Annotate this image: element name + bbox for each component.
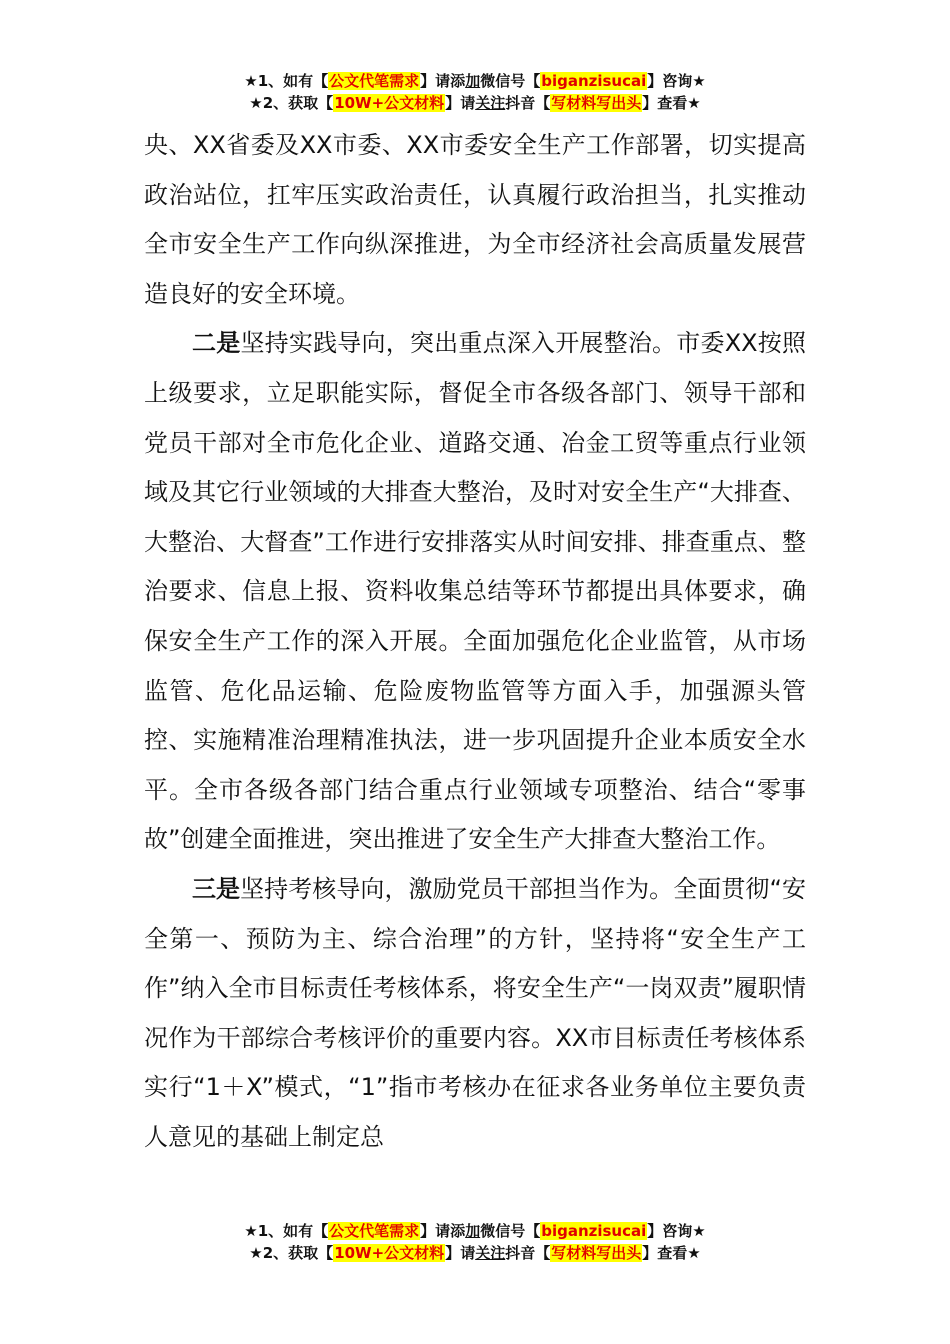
banner-text: 】咨询★ [647, 1222, 706, 1240]
paragraph-2 [144, 319, 806, 865]
banner-highlight: 写材料写出头 [551, 1244, 642, 1262]
banner-highlight: 公文代笔需求 [329, 1222, 420, 1240]
banner-underline: 加 [465, 72, 481, 90]
banner-line-1 [0, 1220, 950, 1242]
banner-text: 】查看★ [642, 1244, 701, 1262]
paragraph-1: 央、XX省委及XX市委、XX市委安全生产工作部署，切实提高政治站位，扛牢压实政治责任，认真履行政治担当，扎实推动全市安全生产工作向纵深推进，为全市经济社会高质量发展营造良好的安全环境。 [144, 131, 806, 308]
banner-text: 抖音【 [505, 1244, 551, 1262]
banner-text: 】请添 [420, 1222, 466, 1240]
banner-text: 微信号【 [480, 72, 541, 90]
banner-text: ★2、获取【 [249, 94, 334, 112]
banner-underline: 加 [465, 1222, 481, 1240]
paragraph-3-lead: 三是 [192, 874, 241, 903]
banner-highlight: 10W+公文材料 [334, 94, 445, 112]
bottom-banner [0, 1220, 950, 1264]
banner-text: 】查看★ [642, 94, 701, 112]
banner-line-2 [0, 1242, 950, 1264]
banner-text: ★1、如有【 [244, 72, 329, 90]
banner-text: 】请 [445, 1244, 476, 1262]
paragraph-2-text: 坚持实践导向，突出重点深入开展整治。市委XX按照上级要求，立足职能实际，督促全市各级各部门、领导干部和党员干部对全市危化企业、道路交通、冶金工贸等重点行业领域及其它行业领域的大排查大整治，及时对安全生产“大排查、大整治、大督查”工作进行安排落实从时间安排、排查重点、整治要求、信息上报、资料收集总结等环节都提出具体要求，确保安全生产工作的深入开展。全面加强危化企业监管，从市场监管、危化品运输、危险废物监管等方面入手，加强源头管控、实施精准治理精准执法，进一步巩固提升企业本质安全水平。全市各级各部门结合重点行业领域专项整治、结合“零事故”创建全面推进，突出推进了安全生产大排查大整治工作。 [144, 329, 807, 854]
banner-text: 】请添 [420, 72, 466, 90]
banner-highlight: 公文代笔需求 [329, 72, 420, 90]
paragraph-2-lead: 二是 [192, 329, 241, 358]
paragraph-3-text: 坚持考核导向，激励党员干部担当作为。全面贯彻“安全第一、预防为主、综合治理”的方针，坚持将“安全生产工作”纳入全市目标责任考核体系，将安全生产“一岗双责”履职情况作为干部综合考核评价的重要内容。XX市目标责任考核体系实行“1＋X”模式，“1”指市考核办在征求各业务单位主要负责人意见的基础上制定总 [144, 874, 806, 1151]
banner-text: ★2、获取【 [249, 1244, 334, 1262]
banner-text: 抖音【 [505, 94, 551, 112]
banner-text: ★1、如有【 [244, 1222, 329, 1240]
banner-highlight: biganzisucai [541, 1222, 647, 1240]
banner-underline: 关注 [475, 1244, 506, 1262]
banner-text: 】请 [445, 94, 476, 112]
paragraph-3 [144, 865, 806, 1163]
banner-text: 微信号【 [480, 1222, 541, 1240]
banner-line-1 [0, 70, 950, 92]
top-banner [0, 70, 950, 114]
banner-highlight: 写材料写出头 [551, 94, 642, 112]
banner-text: 】咨询★ [647, 72, 706, 90]
banner-highlight: 10W+公文材料 [334, 1244, 445, 1262]
banner-highlight: biganzisucai [541, 72, 647, 90]
banner-line-2 [0, 92, 950, 114]
banner-underline: 关注 [475, 94, 506, 112]
document-body [144, 121, 806, 1162]
